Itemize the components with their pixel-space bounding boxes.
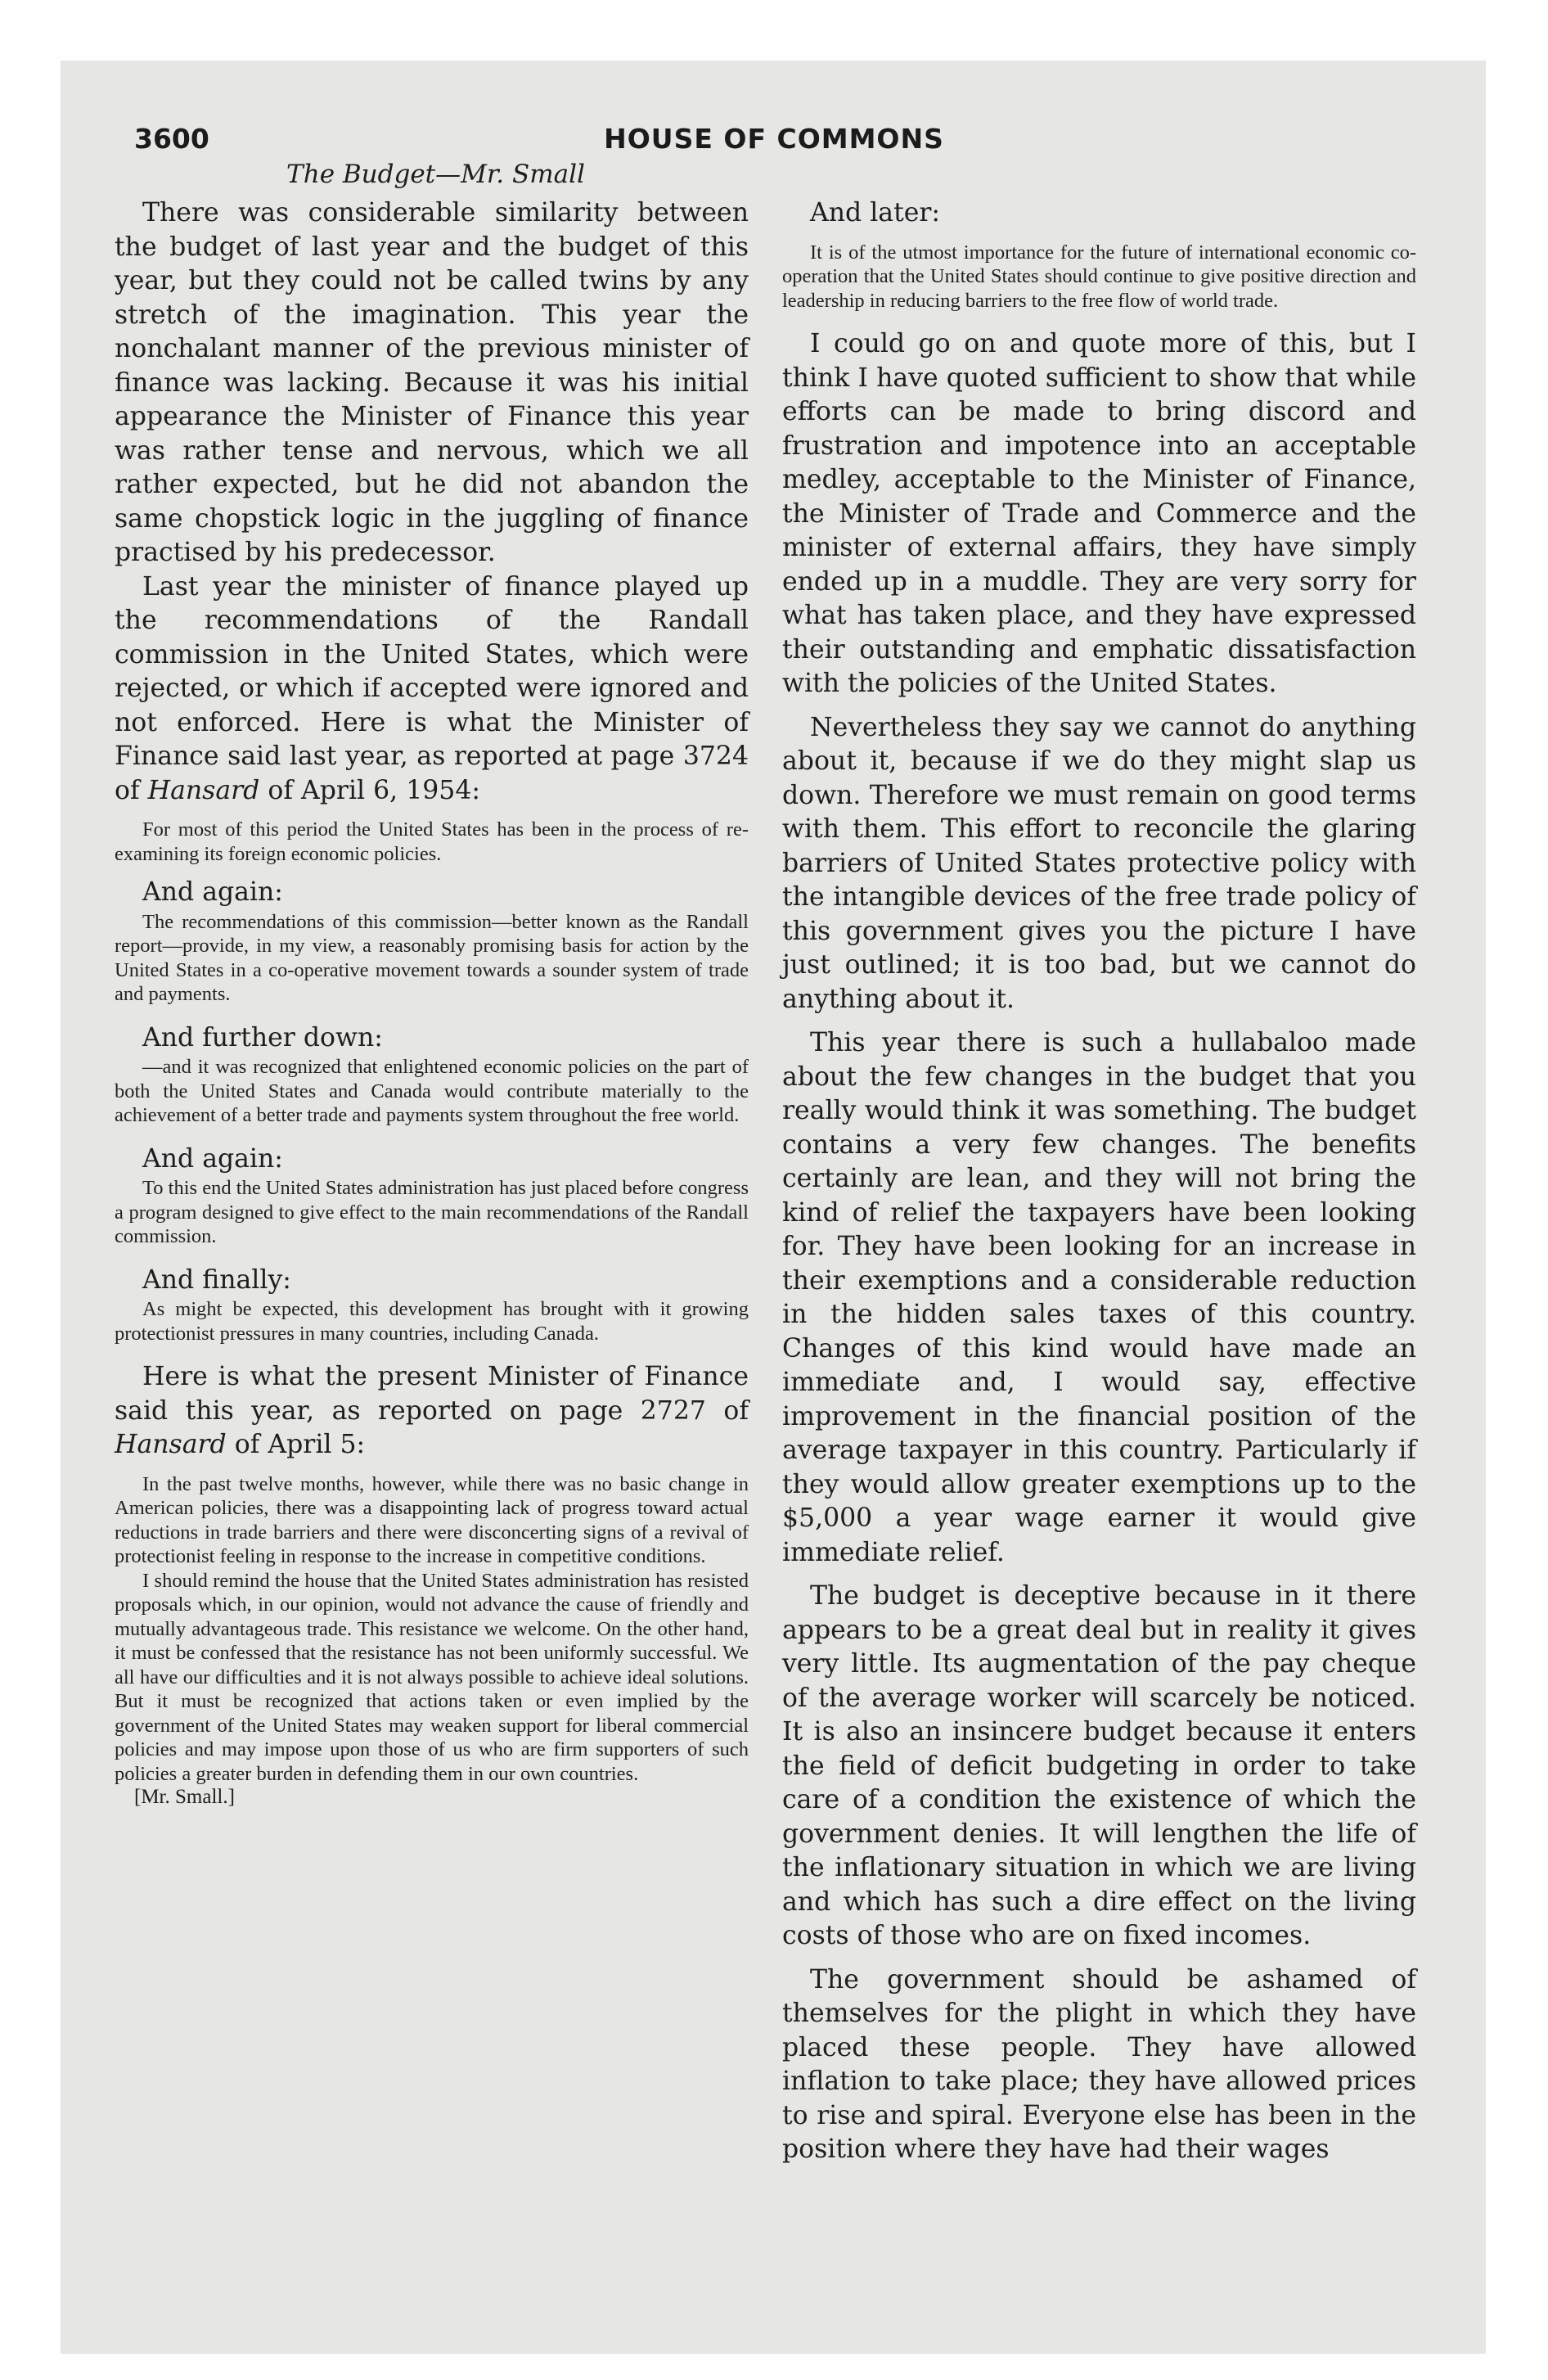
paragraph — [115, 570, 749, 809]
paragraph: The budget is deceptive because in it there appears to be a great deal but in reality it gives very little. Its augmentation of the pay cheque of the average worker will scarcely be noticed. It is also an insincere budget because it enters the field of deficit budgeting in order to take care of a condition the existence of which the government denies. It will lengthen the life of the inflationary situation in which we are living and which has such a dire effect on the living costs of those who are on fixed incomes. — [782, 1581, 1416, 1950]
block-quote: The recommendations of this commission—better known as the Randall report—provide, in my view, a reasonably promising basis for action by the United States in a co-operative movement towards a sounder system of trade and payments. — [115, 910, 749, 1005]
hansard-reference: Hansard — [115, 1430, 227, 1459]
paragraph-text: of April 5: — [226, 1430, 366, 1459]
journal-title: HOUSE OF COMMONS — [604, 123, 944, 155]
block-quote: I should remind the house that the United States administration has resisted proposals which, in our opinion, would not advance the cause of friendly and mutually advantageous trade. This resistance we welcome. On the other hand, it must be confessed that the resistance has not been uniformly successful. We all have our difficulties and it is not always possible to achieve ideal solutions. But it must be recognized that actions taken or even implied by the government of the United States may weaken support for liberal commercial policies and may impose upon those of us who are firm supporters of such policies a greater burden in defending them in our own countries. — [115, 1569, 749, 1785]
block-quote: In the past twelve months, however, while there was no basic change in American policies, there was a disappointing lack of progress toward actual reductions in trade barriers and there were disconcerting signs of a revival of protectionist feeling in response to the increase in competitive conditions. — [115, 1472, 749, 1567]
quote-lead-in: And further down: — [142, 1022, 383, 1053]
paragraph-text: Here is what the present Minister of Finance said this year, as reported on page 2727 of — [115, 1362, 749, 1426]
hansard-reference: Hansard — [147, 775, 260, 805]
block-quote: —and it was recognized that enlightened economic policies on the part of both the United States and Canada would contribute materially to the achievement of a better trade and payments system throughout the free world. — [115, 1056, 749, 1126]
block-quote: It is of the utmost importance for the future of international economic co-operation that the United States should continue to give positive direction and leadership in reducing barriers to the free flow of world trade. — [782, 241, 1416, 312]
block-quote: To this end the United States administration has just placed before congress a program designed to give effect to the main recommendations of the Randall commission. — [115, 1177, 749, 1247]
paragraph-text: Last year the minister of finance played up the recommendations of the Randall commission in the United States, which were rejected, or which if accepted were ignored and not enforced. Here is what the Minister of Finance said last year, as reported at page 3724 of — [115, 571, 749, 805]
running-head: The Budget—Mr. Small — [286, 160, 585, 189]
right-column — [782, 196, 1416, 2167]
paragraph: This year there is such a hullabaloo made about the few changes in the budget that you really would think it was something. The budget contains a very few changes. The benefits certainly are lean, and they will not bring the kind of relief the taxpayers have been looking for. They have been looking for an increase in their exemptions and a considerable reduction in the hidden sales taxes of this country. Changes of this kind would have made an immediate and, I would say, effective improvement in the financial position of the average taxpayer in this country. Particularly if they would allow greater exemptions up to the $5,000 a year wage earner it would give immediate relief. — [782, 1028, 1416, 1567]
paragraph: The government should be ashamed of themselves for the plight in which they have placed these people. They have allowed inflation to take place; they have allowed prices to rise and spiral. Everyone else has been in the position where they have had their wages — [782, 1964, 1416, 2164]
paragraph-text: of April 6, 1954: — [259, 775, 480, 805]
paragraph: Nevertheless they say we cannot do anything about it, because if we do they might slap us down. Therefore we must remain on good terms with them. This effort to reconcile the glaring barriers of United States protective policy with the intangible devices of the free trade policy of this government gives you the picture I have just outlined; it is too bad, but we cannot do anything about it. — [782, 712, 1416, 1014]
quote-lead-in: And finally: — [142, 1264, 291, 1295]
quote-lead-in: And again: — [142, 877, 283, 907]
speaker-attribution: [Mr. Small.] — [134, 1786, 235, 1808]
quote-lead-in: And again: — [142, 1143, 283, 1174]
paragraph — [115, 1360, 749, 1463]
block-quote: As might be expected, this development has brought with it growing protectionist pressures in many countries, including Canada. — [115, 1298, 749, 1345]
quote-lead-in: And later: — [810, 198, 941, 228]
paragraph: I could go on and quote more of this, but I think I have quoted sufficient to show that while efforts can be made to bring discord and frustration and impotence into an acceptable medley, acceptable to the Minister of Finance, the Minister of Trade and Commerce and the minister of external affairs, they have simply ended up in a muddle. They are very sorry for what has taken place, and they have expressed their outstanding and emphatic dissatisfaction with the policies of the United States. — [782, 329, 1416, 698]
paragraph: There was considerable similarity between the budget of last year and the budget of this year, but they could not be called twins by any stretch of the imagination. This year the nonchalant manner of the previous minister of finance was lacking. Because it was his initial appearance the Minister of Finance this year was rather tense and nervous, which we all rather expected, but he did not abandon the same chopstick logic in the juggling of finance practised by his predecessor. — [115, 198, 749, 567]
block-quote: For most of this period the United States has been in the process of re-examining its foreign economic policies. — [115, 818, 749, 865]
page-number: 3600 — [134, 123, 209, 155]
left-column — [115, 196, 749, 1809]
